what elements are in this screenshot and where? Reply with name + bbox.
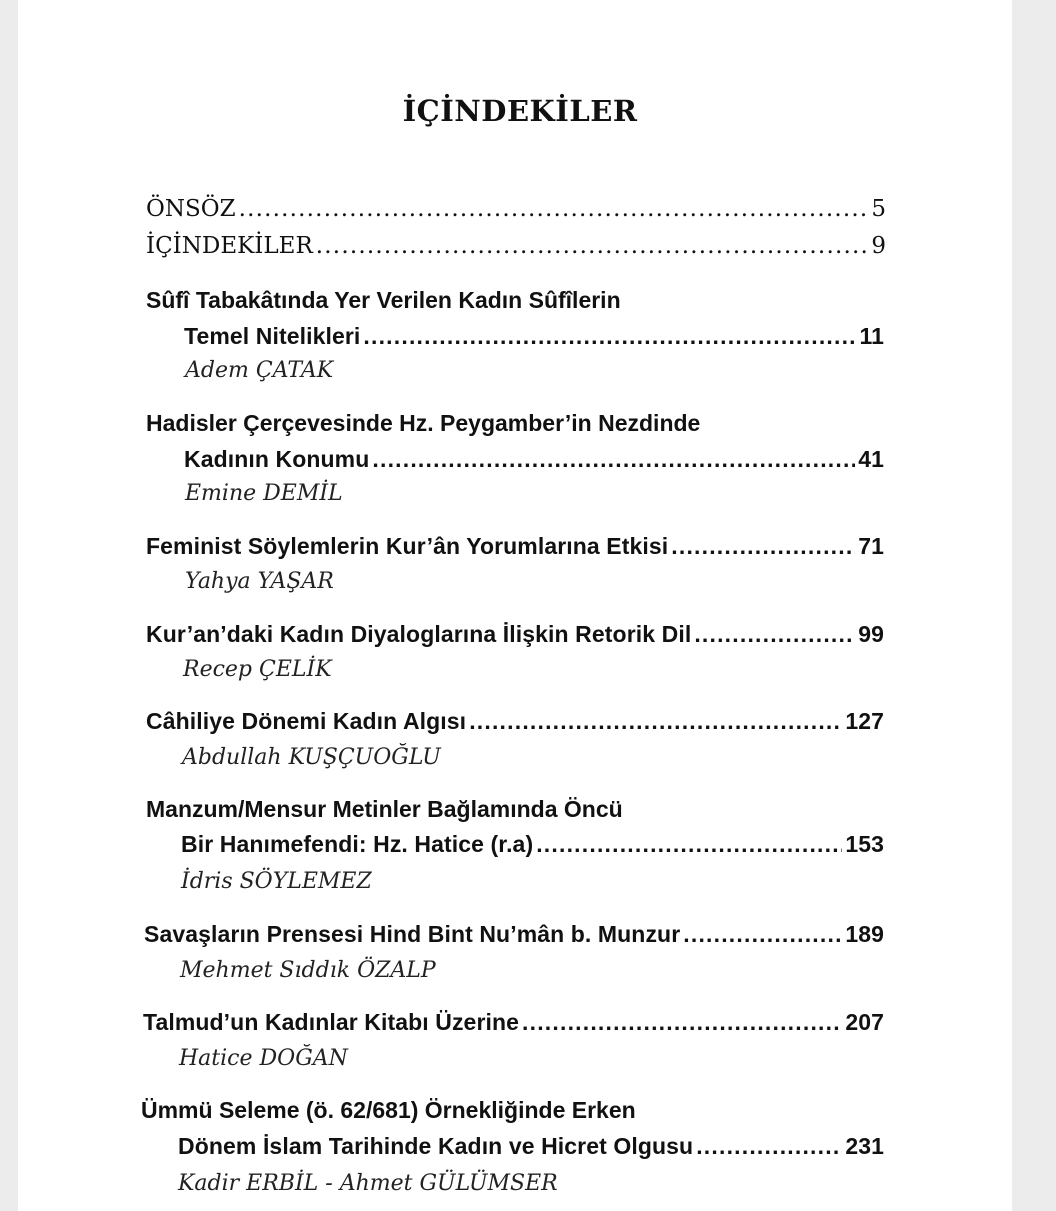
toc-page-number: 231 (845, 1133, 884, 1159)
toc-entry-line[interactable] (181, 831, 884, 858)
leader-dots (536, 831, 842, 858)
toc-entry-label: Talmud’un Kadınlar Kitabı Üzerine (143, 1009, 520, 1035)
toc-entry-label: Câhiliye Dönemi Kadın Algısı (146, 708, 467, 734)
toc-entry-line[interactable] (143, 1009, 884, 1036)
toc-entry-line[interactable] (184, 446, 884, 473)
leader-dots (522, 1009, 842, 1036)
page-title: İÇİNDEKİLER (402, 94, 638, 128)
toc-author: Hatice DOĞAN (179, 1046, 348, 1071)
toc-author: Abdullah KUŞÇUOĞLU (182, 745, 441, 770)
toc-entry-line[interactable] (178, 1133, 884, 1160)
toc-page-number: 127 (845, 708, 884, 734)
leader-dots (683, 921, 842, 948)
toc-page-number: 189 (845, 921, 884, 947)
toc-author: Emine DEMİL (185, 481, 343, 506)
leader-dots (694, 621, 855, 648)
toc-page-number: 41 (858, 446, 884, 472)
leader-dots (469, 708, 842, 735)
leader-dots (372, 446, 855, 473)
toc-entry-title[interactable]: Hadisler Çerçevesinde Hz. Peygamber’in Nezdinde (146, 410, 701, 436)
toc-entry-label: İÇİNDEKİLER (146, 233, 313, 259)
toc-entry-label: Temel Nitelikleri (184, 323, 361, 349)
leader-dots (316, 233, 869, 259)
leader-dots (671, 533, 855, 560)
viewer-scroll-area[interactable] (1012, 0, 1056, 1211)
toc-author: Recep ÇELİK (183, 657, 332, 682)
leader-dots (696, 1133, 842, 1160)
toc-author: Adem ÇATAK (185, 358, 334, 383)
toc-entry-label: ÖNSÖZ (146, 196, 236, 222)
leader-dots (239, 196, 869, 222)
toc-author: Mehmet Sıddık ÖZALP (180, 958, 436, 983)
toc-entry-label: Bir Hanımefendi: Hz. Hatice (r.a) (181, 831, 534, 857)
toc-entry-title[interactable]: Ümmü Seleme (ö. 62/681) Örnekliğinde Erken (141, 1097, 636, 1123)
toc-entry-title[interactable]: Sûfî Tabakâtında Yer Verilen Kadın Sûfîlerin (146, 287, 621, 313)
toc-entry-line[interactable] (184, 323, 884, 350)
toc-page-number: 99 (858, 621, 884, 647)
toc-author: Yahya YAŞAR (185, 569, 334, 594)
toc-entry-label: Kadının Konumu (184, 446, 370, 472)
toc-entry-label: Savaşların Prensesi Hind Bint Nu’mân b. Munzur (144, 921, 681, 947)
toc-author: Kadir ERBİL - Ahmet GÜLÜMSER (178, 1171, 558, 1196)
toc-page-number: 153 (845, 831, 884, 857)
toc-entry-icindekiler[interactable] (146, 233, 886, 259)
toc-entry-onsoz[interactable] (146, 196, 886, 222)
toc-entry-label: Kur’an’daki Kadın Diyaloglarına İlişkin Retorik Dil (146, 621, 692, 647)
toc-page-number: 11 (859, 323, 884, 349)
toc-entry-line[interactable] (146, 621, 884, 648)
toc-page-number: 207 (845, 1009, 884, 1035)
toc-page-number: 9 (871, 233, 886, 259)
toc-entry-title[interactable]: Manzum/Mensur Metinler Bağlamında Öncü (146, 796, 623, 822)
toc-page-number: 5 (871, 196, 886, 222)
toc-entry-line[interactable] (146, 708, 884, 735)
toc-entry-line[interactable] (146, 533, 884, 560)
toc-author: İdris SÖYLEMEZ (181, 869, 372, 894)
toc-entry-line[interactable] (144, 921, 884, 948)
leader-dots (363, 323, 856, 350)
toc-page-number: 71 (858, 533, 884, 559)
toc-entry-label: Feminist Söylemlerin Kur’ân Yorumlarına Etkisi (146, 533, 669, 559)
toc-entry-label: Dönem İslam Tarihinde Kadın ve Hicret Olgusu (178, 1133, 694, 1159)
